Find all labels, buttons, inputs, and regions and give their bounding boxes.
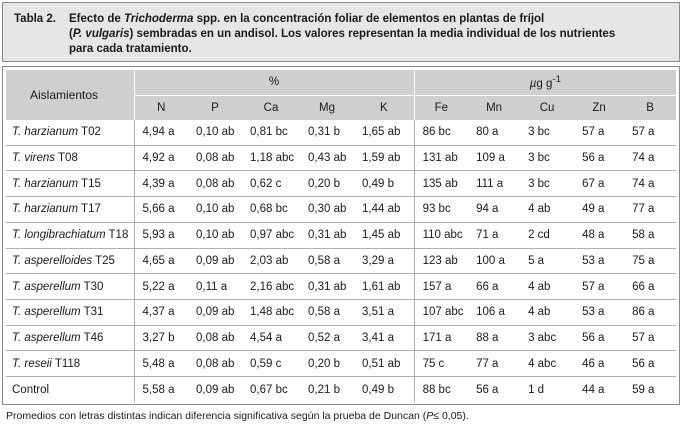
table-cell: 107 abc — [414, 300, 468, 326]
table-cell: 0,49 b — [362, 383, 394, 396]
row-label — [6, 377, 134, 402]
row-genus: T. asperellum — [12, 332, 81, 345]
footnote-italic: P — [426, 410, 434, 422]
table-cell: 4 ab — [520, 197, 574, 223]
table-cell: 71 a — [468, 222, 520, 248]
caption-label: Tabla 2. — [14, 13, 56, 25]
table-cell: 57 a — [624, 120, 676, 145]
table-cell: 66 a — [624, 274, 676, 300]
header-unit-sup: -1 — [552, 74, 561, 86]
table-cell: 74 a — [624, 171, 676, 197]
table-cell: 0,09 ab — [196, 383, 235, 396]
table-cell: 0,08 ab — [188, 145, 242, 171]
table-cell: 56 a — [574, 145, 624, 171]
table-cell: 57 a — [574, 120, 624, 145]
table-row — [6, 222, 676, 248]
table-cell: 5,58 a — [142, 383, 175, 396]
table-cell: 3,29 a — [354, 248, 414, 274]
table-cell: 0,58 a — [300, 300, 354, 326]
row-genus: T. reseii — [12, 357, 52, 370]
table-cell: 5,66 a — [134, 197, 188, 223]
row-label — [6, 300, 134, 326]
table-cell: 2,03 ab — [242, 248, 300, 274]
table-cell: 57 a — [574, 274, 624, 300]
row-code: T31 — [80, 306, 104, 319]
table-cell: 4,54 a — [242, 325, 300, 351]
table-row — [6, 351, 676, 377]
table-cell: 0,21 b — [308, 383, 340, 396]
table-cell: 74 a — [624, 145, 676, 171]
table-cell: 77 a — [468, 351, 520, 377]
table-cell: 77 a — [624, 197, 676, 223]
column-header: Fe — [414, 95, 468, 120]
table-row — [6, 145, 676, 171]
table-cell: 67 a — [574, 171, 624, 197]
row-label — [6, 171, 134, 197]
table-cell: 56 a — [624, 351, 676, 377]
table-cell: 53 a — [574, 300, 624, 326]
header-group-percent: % — [134, 70, 414, 95]
table-cell: 4,94 a — [134, 120, 188, 145]
row-label — [6, 145, 134, 171]
table-row — [6, 120, 676, 145]
table-cell: 0,67 bc — [250, 383, 288, 396]
table-cell: 0,52 a — [300, 325, 354, 351]
caption-line2-open: ( — [69, 28, 73, 40]
table-row — [6, 248, 676, 274]
table-cell: 0,08 ab — [188, 351, 242, 377]
table-cell: 93 bc — [414, 197, 468, 223]
table-cell: 4,65 a — [134, 248, 188, 274]
table-cell: 66 a — [468, 274, 520, 300]
row-label — [6, 120, 134, 145]
row-genus: T. harzianum — [12, 177, 79, 190]
table-cell: 88 bc — [414, 377, 468, 402]
table-cell: 1 d — [528, 383, 545, 396]
table-cell: 5,48 a — [134, 351, 188, 377]
row-code: T118 — [51, 357, 81, 370]
table-caption — [2, 2, 680, 62]
footnote — [6, 410, 469, 422]
table-cell: 0,49 b — [354, 171, 414, 197]
table-cell: 88 a — [468, 325, 520, 351]
caption-line1-post: spp. en la concentración foliar de elementos en plantas de fríjol — [193, 13, 545, 25]
table-cell: 86 a — [624, 300, 676, 326]
row-label — [6, 248, 134, 274]
column-header: Cu — [520, 95, 574, 120]
table-cell: 2 cd — [520, 222, 574, 248]
table-cell: 1,65 ab — [354, 120, 414, 145]
table-cell: 2,16 abc — [242, 274, 300, 300]
header-unit: g g — [536, 78, 553, 91]
table-cell: 0,30 ab — [300, 197, 354, 223]
table-cell: 0,10 ab — [188, 120, 242, 145]
table-cell: 0,08 ab — [188, 325, 242, 351]
table-cell: 49 a — [574, 197, 624, 223]
table-cell: 5,93 a — [134, 222, 188, 248]
row-label — [6, 351, 134, 377]
table-cell: 0,97 abc — [242, 222, 300, 248]
header-mu: µ — [529, 78, 537, 91]
table-body — [6, 120, 676, 402]
table-row — [6, 300, 676, 326]
table-cell: 3 abc — [520, 325, 574, 351]
row-code: T18 — [105, 229, 129, 242]
table-cell: 59 a — [632, 383, 655, 396]
table-cell: 1,61 ab — [354, 274, 414, 300]
column-header: P — [188, 95, 242, 120]
column-header: Zn — [574, 95, 624, 120]
row-label — [6, 274, 134, 300]
caption-line3: para cada tratamiento. — [69, 43, 192, 55]
table-cell: 3 bc — [520, 171, 574, 197]
table-cell: 0,31 ab — [300, 274, 354, 300]
table-cell: 3 bc — [520, 145, 574, 171]
table-cell: 100 a — [468, 248, 520, 274]
table-cell: 4,37 a — [134, 300, 188, 326]
row-label — [6, 197, 134, 223]
row-code: T02 — [78, 126, 101, 139]
header-group-micro — [414, 70, 676, 95]
footnote-post: ≤ 0,05). — [433, 410, 469, 422]
caption-line2-italic: P. vulgaris — [72, 28, 130, 40]
table-row — [6, 377, 676, 402]
table-cell: 0,10 ab — [188, 222, 242, 248]
caption-line2-post: ) sembradas en un andisol. Los valores representan la media individual de los nutrientes — [129, 28, 616, 40]
row-code: T25 — [92, 254, 115, 267]
table-cell: 106 a — [468, 300, 520, 326]
table-row — [6, 325, 676, 351]
row-genus: T. asperellum — [12, 306, 81, 319]
table-cell: 0,11 a — [188, 274, 242, 300]
table-cell: 0,62 c — [242, 171, 300, 197]
table-cell: 3,27 b — [134, 325, 188, 351]
row-genus: T. asperelloides — [12, 254, 93, 267]
table-cell: 0,58 a — [300, 248, 354, 274]
table-cell: 1,18 abc — [242, 145, 300, 171]
table-cell: 57 a — [624, 325, 676, 351]
table-cell: 53 a — [574, 248, 624, 274]
table-cell: 0,43 ab — [300, 145, 354, 171]
table-cell: 0,68 bc — [242, 197, 300, 223]
row-code: T08 — [55, 152, 78, 165]
table-cell: 0,20 b — [300, 351, 354, 377]
table-cell: 0,09 ab — [188, 300, 242, 326]
column-header: Mg — [300, 95, 354, 120]
table-cell: 80 a — [468, 120, 520, 145]
table-cell: 4 ab — [520, 300, 574, 326]
table-cell: 86 bc — [414, 120, 468, 145]
row-code: T30 — [80, 280, 104, 293]
table-row — [6, 171, 676, 197]
table-cell: 48 a — [574, 222, 624, 248]
table-cell: 0,08 ab — [188, 171, 242, 197]
table-cell: 0,31 b — [300, 120, 354, 145]
table-cell: 5 a — [520, 248, 574, 274]
row-code: T17 — [78, 203, 101, 216]
table-cell: 1,45 ab — [354, 222, 414, 248]
row-genus: T. longibrachiatum — [12, 229, 106, 242]
table-cell: 0,20 b — [300, 171, 354, 197]
data-table — [6, 70, 676, 402]
table-cell: 0,10 ab — [188, 197, 242, 223]
caption-text — [69, 12, 669, 57]
table-cell: 1,44 ab — [354, 197, 414, 223]
table-cell: 46 a — [574, 351, 624, 377]
table-cell: 0,81 bc — [242, 120, 300, 145]
table-cell: 5,22 a — [134, 274, 188, 300]
table-cell: 56 a — [574, 325, 624, 351]
table-cell: 3 bc — [520, 120, 574, 145]
table-cell: 4 ab — [520, 274, 574, 300]
table-cell: 131 ab — [414, 145, 468, 171]
table-cell: 0,09 ab — [188, 248, 242, 274]
row-code: Control — [12, 383, 50, 396]
table-cell: 3,51 a — [354, 300, 414, 326]
table-cell: 109 a — [468, 145, 520, 171]
row-code: T46 — [80, 332, 104, 345]
table-cell: 58 a — [624, 222, 676, 248]
footnote-pre: Promedios con letras distintas indican diferencia significativa según la prueba de Duncan ( — [6, 410, 427, 422]
row-genus: T. virens — [12, 152, 56, 165]
table-cell: 123 ab — [414, 248, 468, 274]
table-cell: 75 a — [624, 248, 676, 274]
table-cell: 110 abc — [414, 222, 468, 248]
table-cell: 0,51 ab — [354, 351, 414, 377]
table-cell: 4 abc — [520, 351, 574, 377]
table-cell: 4,92 a — [134, 145, 188, 171]
column-header: B — [624, 95, 676, 120]
column-header: K — [354, 95, 414, 120]
caption-line1-pre: Efecto de — [69, 13, 124, 25]
column-header: Mn — [468, 95, 520, 120]
table-cell: 1,48 abc — [242, 300, 300, 326]
row-genus: T. asperellum — [12, 280, 81, 293]
table-cell: 44 a — [582, 383, 605, 396]
table-cell: 111 a — [468, 171, 520, 197]
table-row — [6, 274, 676, 300]
column-header: Ca — [242, 95, 300, 120]
table-cell: 75 c — [414, 351, 468, 377]
row-label — [6, 222, 134, 248]
table-cell: 3,41 a — [354, 325, 414, 351]
column-header: N — [134, 95, 188, 120]
table-cell: 0,31 ab — [300, 222, 354, 248]
table-cell: 0,59 c — [242, 351, 300, 377]
table-row — [6, 197, 676, 223]
table-cell: 4,39 a — [134, 171, 188, 197]
table-cell: 171 a — [414, 325, 468, 351]
table-frame — [2, 66, 680, 405]
row-genus: T. harzianum — [12, 126, 79, 139]
header-aislamientos: Aislamientos — [6, 70, 134, 120]
table-cell: 94 a — [468, 197, 520, 223]
row-code: T15 — [78, 177, 101, 190]
row-genus: T. harzianum — [12, 203, 79, 216]
table-cell: 1,59 ab — [354, 145, 414, 171]
table-cell: 56 a — [476, 383, 499, 396]
table-cell: 157 a — [414, 274, 468, 300]
caption-line1-italic: Trichoderma — [123, 13, 194, 25]
row-label — [6, 325, 134, 351]
table-cell: 135 ab — [414, 171, 468, 197]
